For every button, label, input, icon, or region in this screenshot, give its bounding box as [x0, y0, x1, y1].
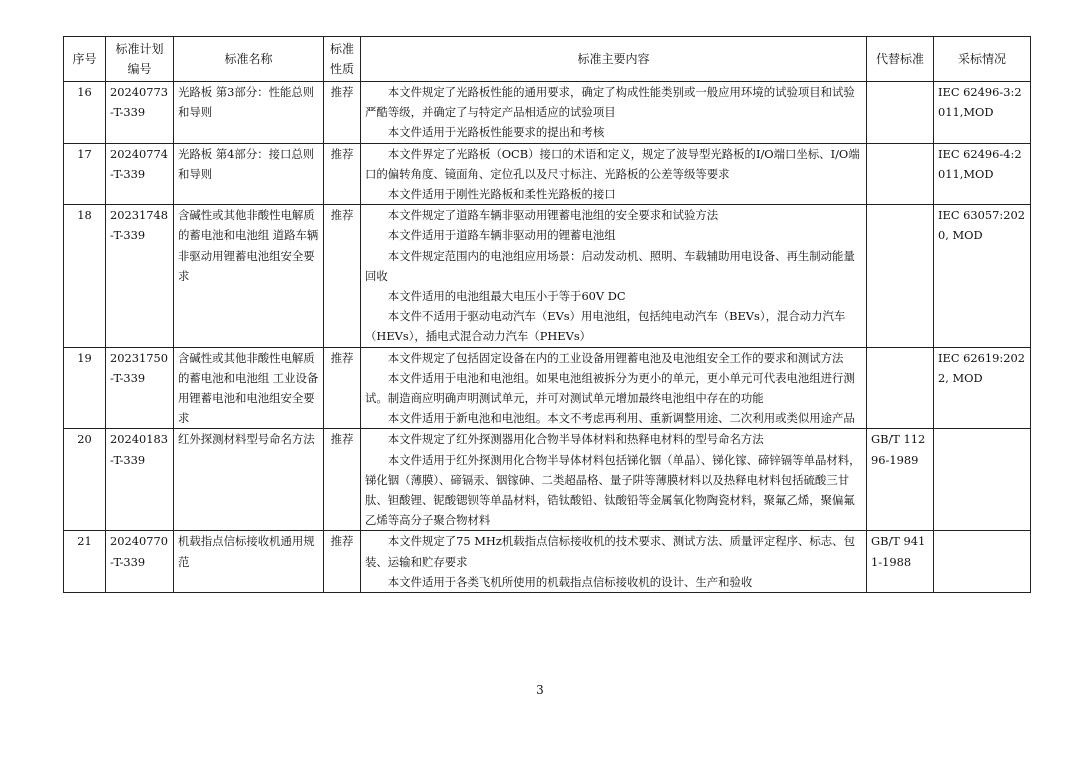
- cell-nature: 推荐: [324, 429, 361, 531]
- cell-plan-no: 20231748-T-339: [106, 205, 174, 347]
- cell-replace: GB/T 11296-1989: [867, 429, 934, 531]
- cell-name: 光路板 第4部分：接口总则和导则: [174, 143, 324, 205]
- header-adopt: 采标情况: [934, 37, 1031, 82]
- cell-content: [361, 82, 867, 144]
- cell-name: 含碱性或其他非酸性电解质的蓄电池和电池组 道路车辆非驱动用锂蓄电池组安全要求: [174, 205, 324, 347]
- content-paragraph: 本文件规定了包括固定设备在内的工业设备用锂蓄电池及电池组安全工作的要求和测试方法: [387, 350, 844, 365]
- table-row: [64, 347, 1031, 429]
- cell-nature: 推荐: [324, 143, 361, 205]
- cell-plan-no: 20240773-T-339: [106, 82, 174, 144]
- header-nature: 标准性质: [324, 37, 361, 82]
- content-paragraph: 本文件适用于光路板性能要求的提出和考核: [387, 125, 605, 140]
- cell-content: [361, 531, 867, 593]
- header-plan-no: 标准计划编号: [106, 37, 174, 82]
- content-paragraph: 本文件适用于红外探测用化合物半导体材料包括锑化铟（单晶）、锑化镓、碲锌镉等单晶材料，锑化铟（薄膜）、碲镉汞、铟镓砷、二类超晶格、量子阱等薄膜材料以及热释电材料包括硫酸三甘肽、钽酸锂、铌酸锶钡等单晶材料，锆钛酸铅、钛酸铅等金属氧化物陶瓷材料，聚氟乙烯，聚偏氟乙烯等高分子聚合物材料: [365, 452, 861, 528]
- cell-adopt: IEC 62619:2022, MOD: [934, 347, 1031, 429]
- cell-name: 光路板 第3部分：性能总则和导则: [174, 82, 324, 144]
- cell-plan-no: 20231750-T-339: [106, 347, 174, 429]
- content-paragraph: 本文件适用于新电池和电池组。本文不考虑再利用、重新调整用途、二次利用或类似用途产品: [387, 411, 855, 426]
- cell-no: 18: [64, 205, 106, 347]
- cell-content: [361, 347, 867, 429]
- header-content: 标准主要内容: [361, 37, 867, 82]
- content-paragraph: 本文件规定范围内的电池组应用场景：启动发动机、照明、车载辅助用电设备、再生制动能量回收: [365, 248, 855, 283]
- content-paragraph: 本文件适用于电池和电池组。如果电池组被拆分为更小的单元，更小单元可代表电池组进行测试。制造商应明确声明测试单元，并可对测试单元增加最终电池组中存在的功能: [365, 370, 855, 406]
- cell-content: [361, 143, 867, 205]
- table-row: [64, 429, 1031, 531]
- cell-adopt: IEC 63057:2020, MOD: [934, 205, 1031, 347]
- cell-nature: 推荐: [324, 347, 361, 429]
- content-paragraph: 本文件不适用于驱动电动汽车（EVs）用电池组，包括纯电动汽车（BEVs），混合动力汽车（HEVs），插电式混合动力汽车（PHEVs）: [365, 309, 846, 344]
- cell-plan-no: 20240770-T-339: [106, 531, 174, 593]
- content-paragraph: 本文件规定了红外探测器用化合物半导体材料和热释电材料的型号命名方法: [387, 432, 764, 447]
- content-paragraph: 本文件适用的电池组最大电压小于等于60V DC: [387, 289, 626, 304]
- content-paragraph: 本文件界定了光路板（OCB）接口的术语和定义，规定了波导型光路板的I/O端口坐标、I/O端口的偏转角度、镜面角、定位孔以及尺寸标注、光路板的公差等级等要求: [365, 146, 860, 181]
- cell-plan-no: 20240774-T-339: [106, 143, 174, 205]
- content-paragraph: 本文件适用于刚性光路板和柔性光路板的接口: [387, 187, 616, 202]
- cell-nature: 推荐: [324, 531, 361, 593]
- cell-name: 机载指点信标接收机通用规范: [174, 531, 324, 593]
- header-no: 序号: [64, 37, 106, 82]
- standards-table: [63, 36, 1031, 593]
- table-row: [64, 143, 1031, 205]
- cell-replace: GB/T 9411-1988: [867, 531, 934, 593]
- cell-adopt: [934, 429, 1031, 531]
- header-replace: 代替标准: [867, 37, 934, 82]
- content-paragraph: 本文件规定了光路板性能的通用要求，确定了构成性能类别或一般应用环境的试验项目和试验严酷等级，并确定了与特定产品相适应的试验项目: [365, 85, 855, 120]
- cell-replace: [867, 143, 934, 205]
- cell-name: 红外探测材料型号命名方法: [174, 429, 324, 531]
- cell-replace: [867, 205, 934, 347]
- table-row: [64, 531, 1031, 593]
- table-row: [64, 205, 1031, 347]
- content-paragraph: 本文件适用于道路车辆非驱动用的锂蓄电池组: [387, 228, 616, 243]
- cell-content: [361, 429, 867, 531]
- page-number: 3: [536, 683, 544, 697]
- header-row: [64, 37, 1031, 82]
- cell-nature: 推荐: [324, 205, 361, 347]
- content-paragraph: 本文件规定了75 MHz机载指点信标接收机的技术要求、测试方法、质量评定程序、标志、包装、运输和贮存要求: [365, 534, 855, 569]
- cell-no: 16: [64, 82, 106, 144]
- cell-no: 19: [64, 347, 106, 429]
- content-paragraph: 本文件适用于各类飞机所使用的机载指点信标接收机的设计、生产和验收: [387, 574, 753, 589]
- cell-name: 含碱性或其他非酸性电解质的蓄电池和电池组 工业设备用锂蓄电池和电池组安全要求: [174, 347, 324, 429]
- cell-adopt: IEC 62496-4:2011,MOD: [934, 143, 1031, 205]
- cell-no: 17: [64, 143, 106, 205]
- table-row: [64, 82, 1031, 144]
- cell-no: 20: [64, 429, 106, 531]
- cell-plan-no: 20240183-T-339: [106, 429, 174, 531]
- cell-adopt: [934, 531, 1031, 593]
- cell-replace: [867, 347, 934, 429]
- cell-replace: [867, 82, 934, 144]
- content-paragraph: 本文件规定了道路车辆非驱动用锂蓄电池组的安全要求和试验方法: [387, 208, 719, 223]
- cell-no: 21: [64, 531, 106, 593]
- cell-content: [361, 205, 867, 347]
- table-body: [64, 82, 1031, 593]
- cell-adopt: IEC 62496-3:2011,MOD: [934, 82, 1031, 144]
- header-name: 标准名称: [174, 37, 324, 82]
- cell-nature: 推荐: [324, 82, 361, 144]
